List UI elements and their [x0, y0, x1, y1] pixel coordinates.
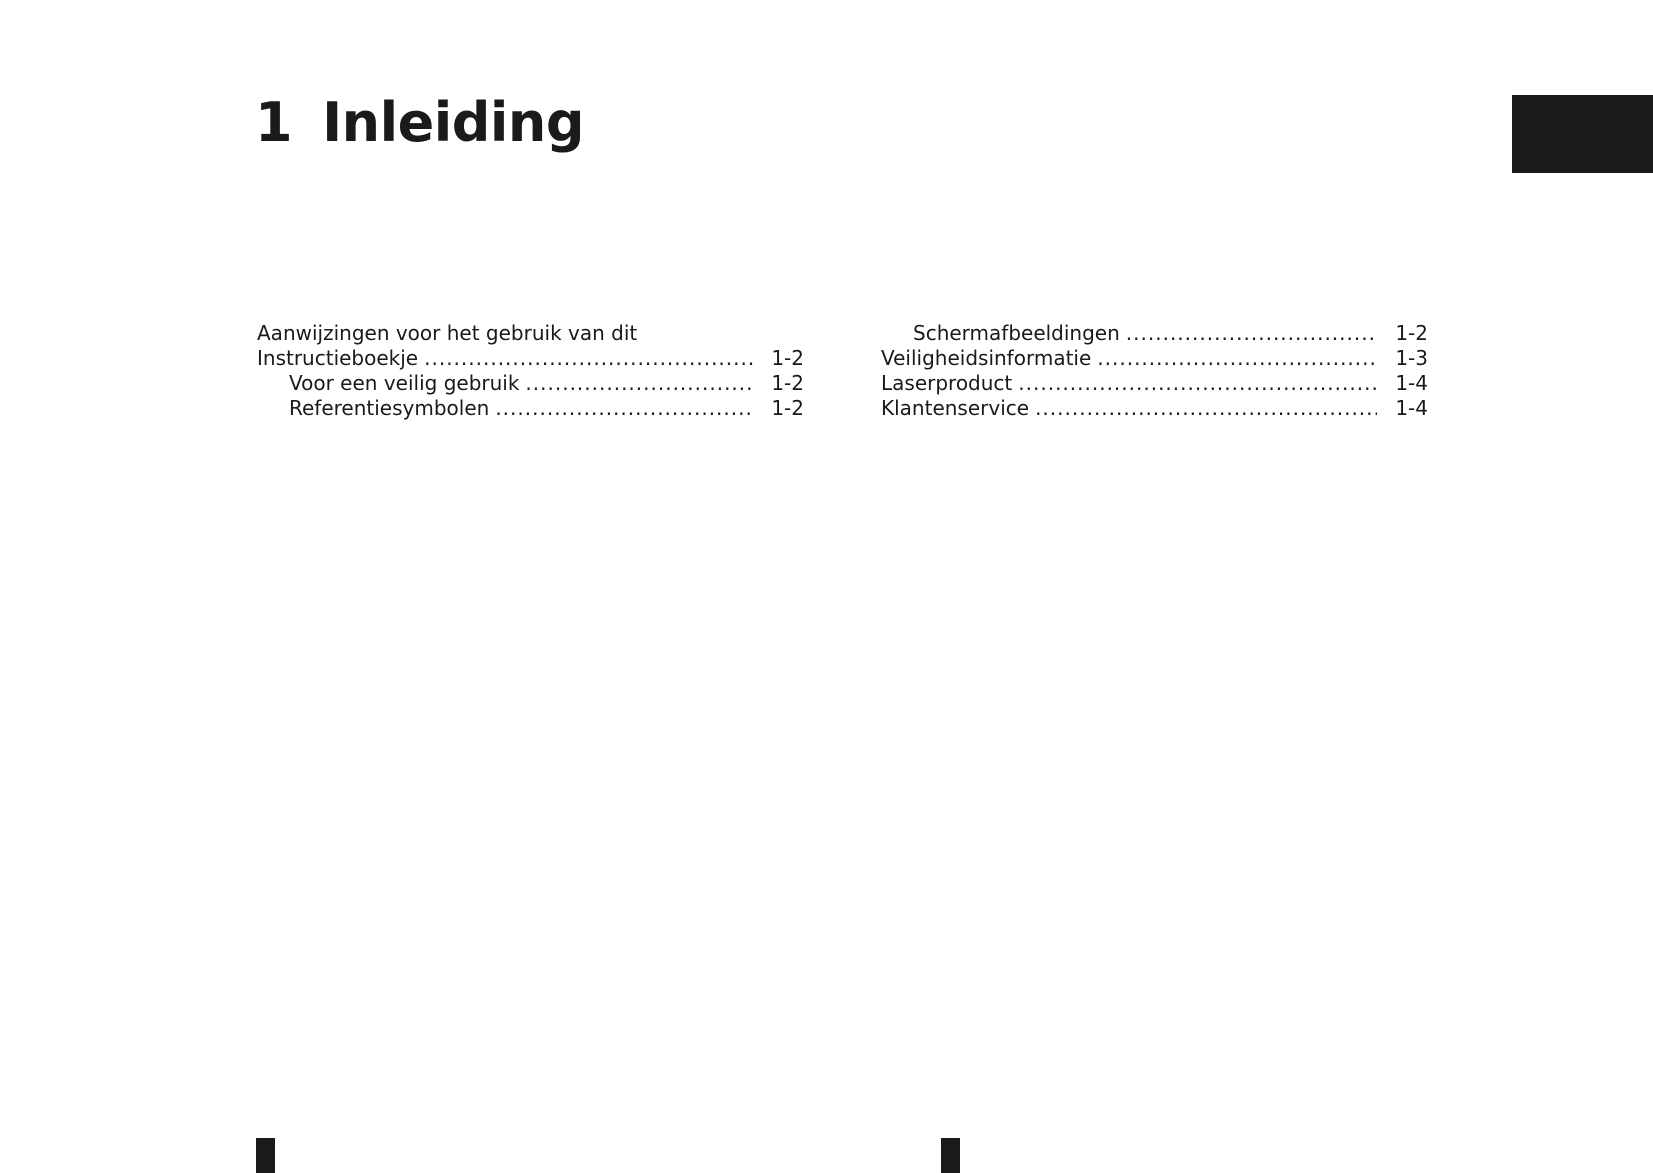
toc-entry-label: Referentiesymbolen [289, 396, 490, 420]
chapter-thumb-tab [1512, 95, 1653, 173]
toc-entry-label: Instructieboekje [257, 346, 419, 370]
toc-column-left [257, 321, 804, 421]
crop-mark-left [256, 1138, 275, 1173]
toc-entry-label: Schermafbeeldingen [913, 321, 1120, 345]
toc-entry-schermafbeeldingen[interactable] [881, 321, 1428, 346]
toc-leader-dots [1018, 371, 1377, 396]
toc-entry-label: Laserproduct [881, 371, 1013, 395]
toc-entry-veiligheidsinformatie[interactable] [881, 346, 1428, 371]
toc-entry-referentiesymbolen[interactable] [257, 396, 804, 421]
toc-entry-page: 1-4 [1395, 371, 1428, 395]
toc-leader-dots [424, 346, 753, 371]
chapter-title [255, 88, 584, 158]
toc-entry-label: Voor een veilig gebruik [289, 371, 520, 395]
toc-entry-label: Klantenservice [881, 396, 1030, 420]
toc-entry-voor-een-veilig-gebruik[interactable] [257, 371, 804, 396]
toc-heading-line [257, 321, 804, 346]
toc-leader-dots [1126, 321, 1377, 346]
toc-column-right [881, 321, 1428, 421]
toc-leader-dots [495, 396, 753, 421]
toc-entry-page: 1-4 [1395, 396, 1428, 420]
toc-leader-dots [525, 371, 753, 396]
toc-leader-dots [1035, 396, 1377, 421]
crop-mark-right [941, 1138, 960, 1173]
toc-entry-laserproduct[interactable] [881, 371, 1428, 396]
chapter-number: 1 [255, 91, 293, 154]
toc-entry-page: 1-3 [1395, 346, 1428, 370]
toc-heading-label: Aanwijzingen voor het gebruik van dit [257, 321, 638, 345]
toc-entry-page: 1-2 [771, 371, 804, 395]
chapter-title-text: Inleiding [322, 91, 585, 154]
toc-leader-dots [1097, 346, 1377, 371]
toc-entry-page: 1-2 [771, 396, 804, 420]
toc-entry-page: 1-2 [1395, 321, 1428, 345]
toc-entry-instructieboekje[interactable] [257, 346, 804, 371]
toc-entry-klantenservice[interactable] [881, 396, 1428, 421]
toc-entry-label: Veiligheidsinformatie [881, 346, 1092, 370]
toc-entry-page: 1-2 [771, 346, 804, 370]
